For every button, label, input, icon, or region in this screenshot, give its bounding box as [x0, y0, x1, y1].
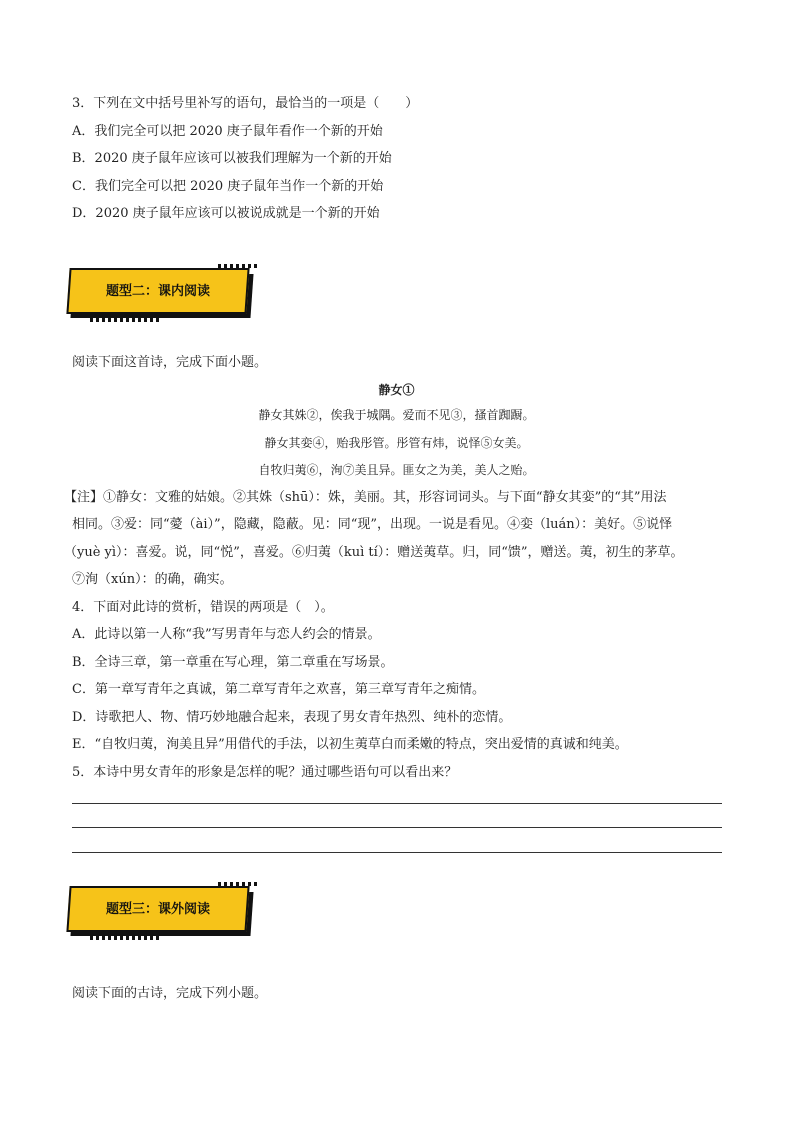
q5-stem: 5．本诗中男女青年的形象是怎样的呢？通过哪些语句可以看出来？ — [72, 765, 458, 780]
note-line: 【注】①静女：文雅的姑娘。②其姝（shū）：姝，美丽。其，形容词词头。与下面“静女其娈”的“其”用法 — [64, 490, 667, 505]
note-line: 相同。③爱：同“薆（ài）”，隐藏，隐蔽。见：同“现”，出现。一说是看见。④娈（luán）：美好。⑤说怿 — [72, 517, 673, 532]
section3-intro: 阅读下面的古诗，完成下列小题。 — [72, 986, 268, 1001]
note-line: ⑦洵（xún）：的确，确实。 — [72, 572, 233, 587]
q3-option-d: D．2020 庚子鼠年应该可以被说成就是一个新的开始 — [72, 206, 380, 221]
section2-intro: 阅读下面这首诗，完成下面小题。 — [72, 355, 268, 370]
section-banner-extracurricular-reading — [68, 886, 256, 938]
q4-option-a: A．此诗以第一人称“我”写男青年与恋人约会的情景。 — [72, 627, 381, 642]
poem-line: 静女其姝②，俟我于城隅。爱而不见③，搔首踟蹰。 — [258, 408, 535, 422]
note-line: （yuè yì）：喜爱。说，同“悦”，喜爱。⑥归荑（kuì tí）：赠送荑草。归，同“馈”，赠送。荑，初生的茅草。 — [64, 545, 684, 560]
q3-option-a: A．我们完全可以把 2020 庚子鼠年看作一个新的开始 — [72, 124, 383, 139]
q3-option-c: C．我们完全可以把 2020 庚子鼠年当作一个新的开始 — [72, 179, 384, 194]
q3-stem: 3．下列在文中括号里补写的语句，最恰当的一项是（ ） — [72, 96, 419, 111]
q4-option-e: E．“自牧归荑，洵美且异”用借代的手法，以初生荑草白而柔嫩的特点，突出爱情的真诚和纯美。 — [72, 737, 628, 752]
section-banner-label: 题型三：课外阅读 — [105, 902, 210, 917]
answer-line[interactable] — [72, 852, 722, 853]
q4-option-c: C．第一章写青年之真诚，第二章写青年之欢喜，第三章写青年之痴情。 — [72, 682, 485, 697]
q4-option-b: B．全诗三章，第一章重在写心理，第二章重在写场景。 — [72, 655, 394, 670]
section-banner-label: 题型二：课内阅读 — [105, 284, 210, 299]
q3-option-b: B．2020 庚子鼠年应该可以被我们理解为一个新的开始 — [72, 151, 392, 166]
q4-stem: 4．下面对此诗的赏析，错误的两项是（ ）。 — [72, 600, 334, 615]
q4-option-d: D．诗歌把人、物、情巧妙地融合起来，表现了男女青年热烈、纯朴的恋情。 — [72, 710, 512, 725]
answer-line[interactable] — [72, 827, 722, 828]
answer-line[interactable] — [72, 803, 722, 804]
section-banner-in-class-reading — [68, 268, 256, 320]
poem-line: 自牧归荑⑥，洵⑦美且异。匪女之为美，美人之贻。 — [258, 463, 535, 477]
poem-line: 静女其娈④，贻我彤管。彤管有炜，说怿⑤女美。 — [264, 436, 529, 450]
poem-title: 静女① — [378, 383, 415, 397]
